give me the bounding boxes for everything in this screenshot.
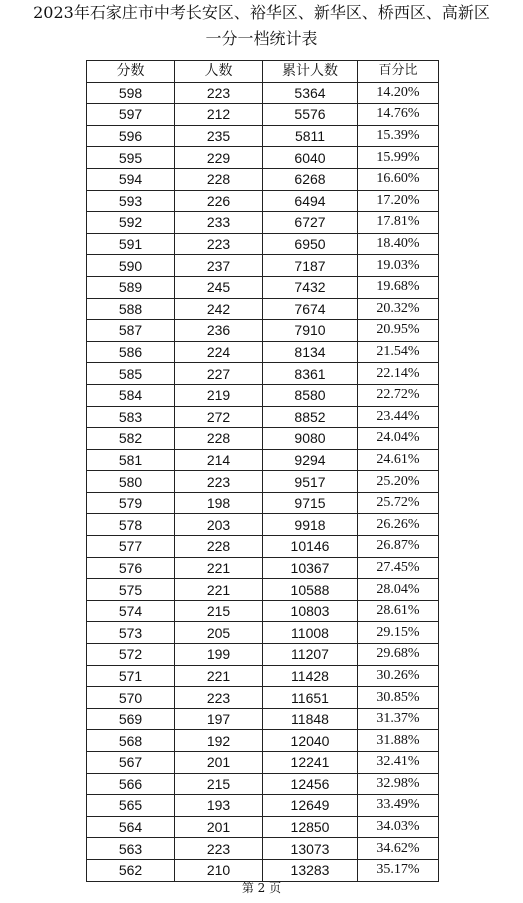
table-row (87, 449, 439, 471)
cell-count: 201 (175, 816, 263, 838)
table-row (87, 147, 439, 169)
cell-count: 192 (175, 730, 263, 752)
cell-cumulative: 13073 (263, 838, 358, 860)
cell-count: 223 (175, 687, 263, 709)
cell-count: 221 (175, 579, 263, 601)
cell-score: 587 (87, 320, 175, 342)
cell-cumulative: 6950 (263, 233, 358, 255)
table-header-row (87, 61, 439, 83)
cell-percentage: 34.62% (358, 838, 439, 860)
cell-cumulative: 9080 (263, 428, 358, 450)
cell-cumulative: 10588 (263, 579, 358, 601)
cell-count: 219 (175, 384, 263, 406)
cell-percentage: 28.61% (358, 600, 439, 622)
cell-score: 574 (87, 600, 175, 622)
cell-cumulative: 9517 (263, 471, 358, 493)
cell-count: 198 (175, 492, 263, 514)
table-row (87, 838, 439, 860)
table-row (87, 514, 439, 536)
table-row (87, 363, 439, 385)
cell-percentage: 34.03% (358, 816, 439, 838)
cell-score: 598 (87, 82, 175, 104)
cell-cumulative: 12456 (263, 773, 358, 795)
cell-count: 223 (175, 82, 263, 104)
cell-score: 576 (87, 557, 175, 579)
cell-score: 578 (87, 514, 175, 536)
cell-score: 582 (87, 428, 175, 450)
table-row (87, 168, 439, 190)
cell-count: 228 (175, 536, 263, 558)
table-row (87, 341, 439, 363)
cell-percentage: 29.15% (358, 622, 439, 644)
cell-cumulative: 7432 (263, 276, 358, 298)
cell-percentage: 24.61% (358, 449, 439, 471)
cell-percentage: 20.32% (358, 298, 439, 320)
cell-cumulative: 7187 (263, 255, 358, 277)
table-row (87, 384, 439, 406)
cell-count: 227 (175, 363, 263, 385)
table-row (87, 644, 439, 666)
cell-count: 214 (175, 449, 263, 471)
cell-cumulative: 8852 (263, 406, 358, 428)
cell-percentage: 27.45% (358, 557, 439, 579)
cell-cumulative: 7910 (263, 320, 358, 342)
cell-percentage: 24.04% (358, 428, 439, 450)
cell-percentage: 18.40% (358, 233, 439, 255)
cell-percentage: 14.20% (358, 82, 439, 104)
cell-score: 595 (87, 147, 175, 169)
cell-cumulative: 8361 (263, 363, 358, 385)
page-number: 第 2 页 (241, 881, 282, 895)
header-score: 分数 (87, 61, 175, 83)
cell-cumulative: 13283 (263, 859, 358, 881)
cell-count: 233 (175, 212, 263, 234)
table-row (87, 428, 439, 450)
table-row (87, 233, 439, 255)
cell-score: 573 (87, 622, 175, 644)
cell-score: 577 (87, 536, 175, 558)
cell-percentage: 35.17% (358, 859, 439, 881)
table-row (87, 579, 439, 601)
cell-score: 575 (87, 579, 175, 601)
cell-cumulative: 12040 (263, 730, 358, 752)
table-row (87, 212, 439, 234)
cell-score: 589 (87, 276, 175, 298)
cell-score: 563 (87, 838, 175, 860)
cell-percentage: 17.81% (358, 212, 439, 234)
cell-count: 215 (175, 600, 263, 622)
cell-score: 584 (87, 384, 175, 406)
table-row (87, 255, 439, 277)
cell-percentage: 31.88% (358, 730, 439, 752)
cell-count: 212 (175, 104, 263, 126)
cell-count: 245 (175, 276, 263, 298)
cell-score: 562 (87, 859, 175, 881)
cell-count: 221 (175, 665, 263, 687)
cell-cumulative: 12241 (263, 752, 358, 774)
document-subtitle: 一分一档统计表 (205, 29, 318, 48)
cell-score: 588 (87, 298, 175, 320)
table-row (87, 557, 439, 579)
cell-percentage: 17.20% (358, 190, 439, 212)
table-row (87, 82, 439, 104)
cell-score: 569 (87, 708, 175, 730)
cell-cumulative: 11848 (263, 708, 358, 730)
cell-count: 223 (175, 838, 263, 860)
table-row (87, 276, 439, 298)
cell-count: 223 (175, 471, 263, 493)
cell-cumulative: 11651 (263, 687, 358, 709)
table-row (87, 190, 439, 212)
table-body (87, 82, 439, 881)
table-row (87, 708, 439, 730)
cell-score: 581 (87, 449, 175, 471)
cell-cumulative: 8134 (263, 341, 358, 363)
table-row (87, 471, 439, 493)
cell-count: 201 (175, 752, 263, 774)
cell-cumulative: 10367 (263, 557, 358, 579)
cell-cumulative: 11207 (263, 644, 358, 666)
cell-count: 223 (175, 233, 263, 255)
table-row (87, 859, 439, 881)
cell-percentage: 31.37% (358, 708, 439, 730)
cell-score: 572 (87, 644, 175, 666)
cell-count: 226 (175, 190, 263, 212)
cell-score: 596 (87, 125, 175, 147)
cell-cumulative: 12649 (263, 795, 358, 817)
cell-cumulative: 9294 (263, 449, 358, 471)
cell-percentage: 15.99% (358, 147, 439, 169)
table-row (87, 752, 439, 774)
header-percentage: 百分比 (358, 61, 439, 83)
cell-count: 215 (175, 773, 263, 795)
cell-percentage: 19.68% (358, 276, 439, 298)
cell-count: 203 (175, 514, 263, 536)
cell-cumulative: 6494 (263, 190, 358, 212)
cell-score: 586 (87, 341, 175, 363)
cell-score: 585 (87, 363, 175, 385)
cell-cumulative: 10146 (263, 536, 358, 558)
cell-count: 199 (175, 644, 263, 666)
cell-cumulative: 5364 (263, 82, 358, 104)
cell-score: 568 (87, 730, 175, 752)
cell-score: 579 (87, 492, 175, 514)
cell-score: 594 (87, 168, 175, 190)
cell-cumulative: 6268 (263, 168, 358, 190)
cell-cumulative: 5811 (263, 125, 358, 147)
cell-count: 228 (175, 168, 263, 190)
cell-cumulative: 6040 (263, 147, 358, 169)
cell-score: 591 (87, 233, 175, 255)
cell-percentage: 26.26% (358, 514, 439, 536)
document-title: 2023年石家庄市中考长安区、裕华区、新华区、桥西区、高新区 (33, 3, 490, 22)
cell-percentage: 21.54% (358, 341, 439, 363)
header-cumulative: 累计人数 (263, 61, 358, 83)
table-row (87, 730, 439, 752)
cell-score: 566 (87, 773, 175, 795)
cell-count: 193 (175, 795, 263, 817)
table-row (87, 600, 439, 622)
cell-score: 564 (87, 816, 175, 838)
cell-count: 237 (175, 255, 263, 277)
cell-percentage: 25.72% (358, 492, 439, 514)
cell-cumulative: 12850 (263, 816, 358, 838)
cell-percentage: 28.04% (358, 579, 439, 601)
table-row (87, 125, 439, 147)
cell-score: 590 (87, 255, 175, 277)
cell-percentage: 16.60% (358, 168, 439, 190)
cell-score: 570 (87, 687, 175, 709)
cell-percentage: 30.85% (358, 687, 439, 709)
cell-score: 583 (87, 406, 175, 428)
cell-percentage: 26.87% (358, 536, 439, 558)
cell-percentage: 15.39% (358, 125, 439, 147)
cell-score: 565 (87, 795, 175, 817)
cell-percentage: 32.41% (358, 752, 439, 774)
table-row (87, 104, 439, 126)
cell-cumulative: 6727 (263, 212, 358, 234)
cell-score: 592 (87, 212, 175, 234)
cell-count: 235 (175, 125, 263, 147)
cell-score: 580 (87, 471, 175, 493)
cell-count: 224 (175, 341, 263, 363)
table-row (87, 406, 439, 428)
cell-cumulative: 7674 (263, 298, 358, 320)
cell-count: 210 (175, 859, 263, 881)
cell-count: 229 (175, 147, 263, 169)
header-count: 人数 (175, 61, 263, 83)
cell-count: 236 (175, 320, 263, 342)
cell-percentage: 23.44% (358, 406, 439, 428)
cell-percentage: 22.72% (358, 384, 439, 406)
table-row (87, 298, 439, 320)
table-row (87, 687, 439, 709)
cell-score: 571 (87, 665, 175, 687)
cell-count: 197 (175, 708, 263, 730)
table-row (87, 816, 439, 838)
cell-cumulative: 11428 (263, 665, 358, 687)
score-distribution-table (86, 60, 439, 882)
table-row (87, 622, 439, 644)
cell-percentage: 25.20% (358, 471, 439, 493)
cell-percentage: 33.49% (358, 795, 439, 817)
cell-cumulative: 8580 (263, 384, 358, 406)
cell-cumulative: 9715 (263, 492, 358, 514)
table-row (87, 665, 439, 687)
cell-cumulative: 5576 (263, 104, 358, 126)
cell-score: 597 (87, 104, 175, 126)
cell-cumulative: 10803 (263, 600, 358, 622)
cell-count: 205 (175, 622, 263, 644)
cell-percentage: 32.98% (358, 773, 439, 795)
cell-percentage: 22.14% (358, 363, 439, 385)
table-row (87, 773, 439, 795)
cell-score: 567 (87, 752, 175, 774)
cell-count: 221 (175, 557, 263, 579)
table-row (87, 492, 439, 514)
table-row (87, 320, 439, 342)
cell-percentage: 20.95% (358, 320, 439, 342)
cell-percentage: 30.26% (358, 665, 439, 687)
cell-count: 242 (175, 298, 263, 320)
cell-percentage: 19.03% (358, 255, 439, 277)
table-row (87, 536, 439, 558)
cell-cumulative: 9918 (263, 514, 358, 536)
cell-count: 272 (175, 406, 263, 428)
cell-percentage: 29.68% (358, 644, 439, 666)
cell-percentage: 14.76% (358, 104, 439, 126)
cell-cumulative: 11008 (263, 622, 358, 644)
cell-count: 228 (175, 428, 263, 450)
cell-score: 593 (87, 190, 175, 212)
table-row (87, 795, 439, 817)
